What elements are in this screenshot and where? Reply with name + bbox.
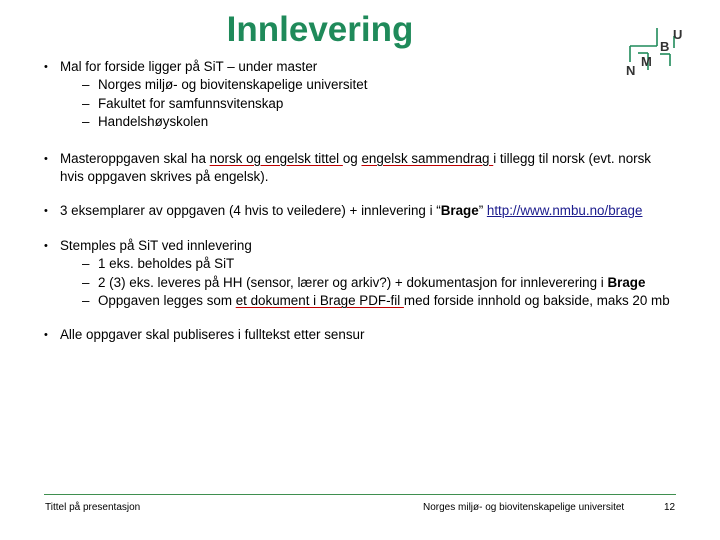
bullet-publiseres: • Alle oppgaver skal publiseres i fulltekst etter sensur [44, 326, 676, 344]
emphasis-sammendrag: engelsk sammendrag [361, 150, 494, 166]
bullet-masteroppgaven: • Masteroppgaven skal ha norsk og engelsk tittel og engelsk sammendrag i tillegg til norsk (evt. norsk hvis oppgaven skrives på engelsk). [44, 150, 676, 187]
bullet-eksemplarer: • 3 eksemplarer av oppgaven (4 hvis to veiledere) + innlevering i “Brage” http://www.nmbu.no/brage [44, 202, 676, 220]
sub-bullet-sit: – 1 eks. beholdes på SiT [44, 255, 676, 273]
logo-letter-n: N [626, 63, 636, 78]
emphasis-pdf: et dokument i Brage PDF-fil [235, 293, 404, 309]
sub-bullet-nmbu: – Norges miljø- og biovitenskapelige universitet [44, 76, 676, 94]
footer-university: Norges miljø- og biovitenskapelige universitet [423, 502, 625, 513]
brage-link[interactable]: http://www.nmbu.no/brage [486, 203, 643, 219]
sub-bullet-hh: – 2 (3) eks. leveres på HH (sensor, lærer og arkiv?) + dokumentasjon for innleverering i Brage [44, 274, 676, 292]
slide-title: Innlevering [226, 10, 414, 49]
logo-letter-u: U [673, 27, 683, 42]
slide-body [44, 58, 676, 345]
footer-divider [44, 494, 676, 495]
emphasis-tittel: norsk og engelsk tittel [209, 150, 343, 166]
sub-bullet-handelshoyskolen: – Handelshøyskolen [44, 113, 676, 131]
bullet-stemples: • Stemples på SiT ved innlevering [44, 237, 676, 255]
slide-number: 12 [664, 502, 676, 513]
sub-bullet-fakultet: – Fakultet for samfunnsvitenskap [44, 95, 676, 113]
logo-letter-m: M [641, 54, 652, 69]
footer-presentation-title: Tittel på presentasjon [45, 502, 141, 513]
bullet-mal: • Mal for forside ligger på SiT – under master [44, 58, 676, 76]
sub-bullet-pdf: – Oppgaven legges som et dokument i Brage PDF-fil med forside innhold og bakside, maks 20 mb [44, 292, 676, 310]
logo-letter-b: B [660, 39, 670, 54]
